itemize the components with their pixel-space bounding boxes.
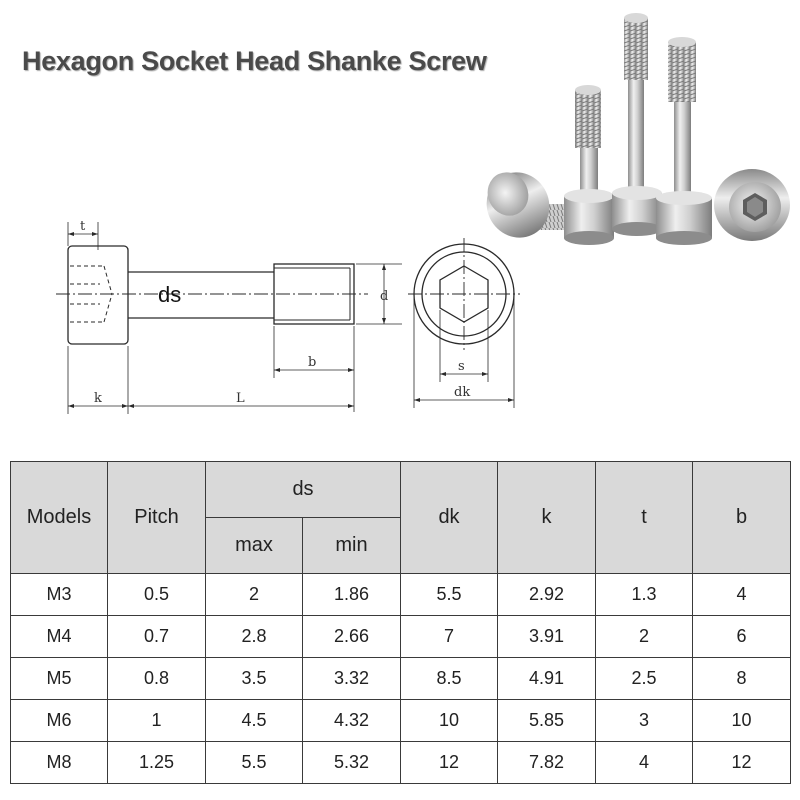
cell-ds-max: 5.5 xyxy=(206,742,303,784)
cell-t: 4 xyxy=(596,742,693,784)
table-row xyxy=(11,616,791,658)
cell-ds-min: 3.32 xyxy=(303,658,401,700)
header-dk: dk xyxy=(401,462,498,574)
cell-ds-max: 2 xyxy=(206,574,303,616)
dim-L-label: L xyxy=(236,391,245,406)
cell-b: 4 xyxy=(693,574,791,616)
cell-ds-min: 1.86 xyxy=(303,574,401,616)
cell-b: 12 xyxy=(693,742,791,784)
dim-s-label: s xyxy=(458,359,465,374)
cell-model: M6 xyxy=(11,700,108,742)
spec-table xyxy=(10,461,791,784)
page-title: Hexagon Socket Head Shanke Screw xyxy=(22,46,487,76)
table-row xyxy=(11,700,791,742)
header-b: b xyxy=(693,462,791,574)
header-k: k xyxy=(498,462,596,574)
medium-screw xyxy=(656,37,712,245)
cell-t: 1.3 xyxy=(596,574,693,616)
screw-head-front xyxy=(714,169,790,241)
dim-dk-label: dk xyxy=(454,385,471,400)
cell-ds-min: 4.32 xyxy=(303,700,401,742)
dim-k-label: k xyxy=(94,391,102,406)
dim-t-label: t xyxy=(80,219,86,234)
dim-d-label: d xyxy=(380,289,389,304)
cell-ds-min: 2.66 xyxy=(303,616,401,658)
cell-k: 4.91 xyxy=(498,658,596,700)
table-row xyxy=(11,574,791,616)
header-ds-min: min xyxy=(303,518,401,574)
cell-dk: 10 xyxy=(401,700,498,742)
side-view xyxy=(56,222,402,414)
cell-k: 5.85 xyxy=(498,700,596,742)
cell-b: 10 xyxy=(693,700,791,742)
cell-t: 2 xyxy=(596,616,693,658)
tall-screw xyxy=(612,13,662,236)
cell-pitch: 1 xyxy=(108,700,206,742)
cell-b: 6 xyxy=(693,616,791,658)
cell-dk: 12 xyxy=(401,742,498,784)
cell-ds-max: 4.5 xyxy=(206,700,303,742)
cell-t: 2.5 xyxy=(596,658,693,700)
header-ds: ds xyxy=(206,462,401,518)
cell-dk: 5.5 xyxy=(401,574,498,616)
cell-b: 8 xyxy=(693,658,791,700)
cell-k: 7.82 xyxy=(498,742,596,784)
cell-t: 3 xyxy=(596,700,693,742)
cell-ds-max: 2.8 xyxy=(206,616,303,658)
front-view xyxy=(408,238,520,408)
screws-photo xyxy=(476,13,790,248)
header-t: t xyxy=(596,462,693,574)
cell-pitch: 1.25 xyxy=(108,742,206,784)
header-models: Models xyxy=(11,462,108,574)
cell-pitch: 0.8 xyxy=(108,658,206,700)
cell-model: M3 xyxy=(11,574,108,616)
cell-pitch: 0.7 xyxy=(108,616,206,658)
cell-model: M8 xyxy=(11,742,108,784)
header-pitch: Pitch xyxy=(108,462,206,574)
table-row xyxy=(11,658,791,700)
short-screw xyxy=(564,85,614,245)
cell-k: 2.92 xyxy=(498,574,596,616)
cell-dk: 7 xyxy=(401,616,498,658)
cell-ds-max: 3.5 xyxy=(206,658,303,700)
cell-pitch: 0.5 xyxy=(108,574,206,616)
dim-b-label: b xyxy=(308,355,317,370)
cell-ds-min: 5.32 xyxy=(303,742,401,784)
dim-ds-label: ds xyxy=(158,282,182,307)
cell-dk: 8.5 xyxy=(401,658,498,700)
header-ds-max: max xyxy=(206,518,303,574)
cell-model: M5 xyxy=(11,658,108,700)
cell-k: 3.91 xyxy=(498,616,596,658)
cell-model: M4 xyxy=(11,616,108,658)
table-row xyxy=(11,742,791,784)
